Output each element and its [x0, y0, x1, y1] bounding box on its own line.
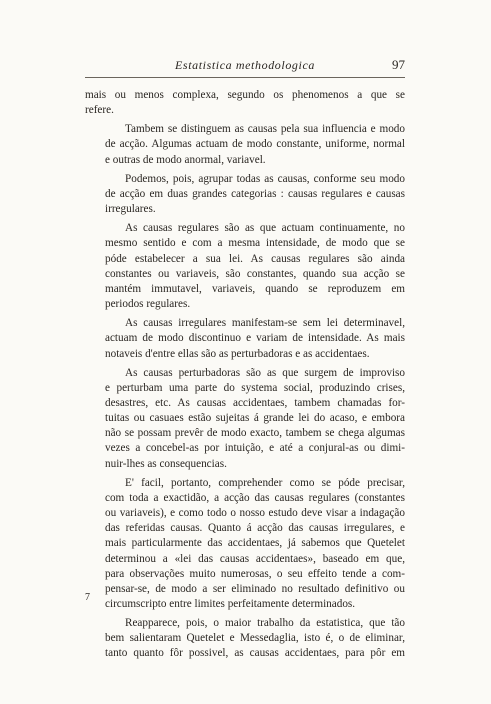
text-line: refere.	[85, 104, 114, 117]
paragraph	[85, 122, 405, 167]
text-line: actuam de modo discontinuo e variam de intensidade. As mais	[105, 332, 405, 345]
text-line: não se possam prevêr de modo exacto, tambem se chega algumas	[105, 427, 405, 440]
text-line: E' facil, portanto, comprehender como se póde precisar,	[125, 476, 405, 489]
paragraph	[85, 221, 405, 312]
text-line: das referidas causas. Quanto á acção das causas irregulares, e	[105, 522, 405, 535]
text-line: irregulares.	[105, 203, 156, 216]
text-line: As causas irregulares manifestam-se sem lei determinavel,	[125, 317, 405, 330]
text-line: tuitas ou casuaes estão sujeitas á grande lei do acaso, e embora	[105, 412, 405, 425]
text-line: As causas regulares são as que actuam continuamente, no	[125, 222, 405, 235]
text-line: para observações muito numerosas, o seu effeito tende a com-	[105, 567, 405, 580]
text-line: circumscripto entre limites perfeitamente determinados.	[105, 598, 356, 610]
text-line: As causas perturbadoras são as que surgem de improviso	[125, 366, 405, 379]
text-line: Tambem se distinguem as causas pela sua influencia e modo	[125, 123, 405, 136]
header-rule	[85, 77, 405, 78]
paragraph	[85, 316, 405, 361]
text-line: Reapparece, pois, o maior trabalho da estatistica, que tão	[125, 617, 405, 630]
text-line: e outras de modo anormal, variavel.	[105, 153, 266, 166]
text-line: mais ou menos complexa, segundo os phenomenos a que se	[85, 89, 405, 101]
text-line: com toda a exactidão, a acção das causas regulares (constantes	[105, 491, 405, 504]
text-line: desastres, etc. As causas accidentaes, tambem chamadas for-	[105, 396, 405, 409]
text-line: e perturbam uma parte do systema social, produzindo crises,	[105, 381, 405, 394]
running-title: Estatistica methodologica	[175, 58, 315, 72]
text-line: notaveis d'entre ellas são as perturbadoras e as accidentaes.	[105, 347, 370, 360]
text-line: vezes a concebel-as por intuição, e até a conjural-as ou dimi-	[105, 442, 405, 455]
paragraph	[85, 616, 405, 661]
body-text	[85, 88, 405, 666]
text-line: de acção. Algumas actuam de modo constante, uniforme, normal	[105, 138, 405, 151]
paragraph	[85, 172, 405, 217]
text-line: de acção em duas grandes categorias : causas regulares e causas	[105, 187, 405, 200]
running-head	[85, 58, 405, 76]
paragraph	[85, 476, 405, 612]
text-line: mais particularmente das accidentaes, já sabemos que Quetelet	[105, 537, 405, 550]
text-line: tanto quanto fôr possivel, as causas accidentaes, para pôr em	[105, 647, 405, 660]
text-line: periodos regulares.	[105, 298, 191, 311]
text-line: constantes ou variaveis, são constantes, quando sua acção se	[105, 267, 405, 280]
signature-mark: 7	[85, 592, 90, 603]
text-line: póde estabelecer a sua lei. As causas regulares são ainda	[105, 252, 405, 265]
paragraph	[85, 88, 405, 118]
text-line: bem salientaram Quetelet e Messedaglia, isto é, o de eliminar,	[105, 632, 405, 645]
text-line: determinou a «lei das causas accidentaes», baseado em que,	[105, 552, 405, 565]
text-line: pensar-se, de modo a ser eliminado no resultado definitivo ou	[105, 582, 405, 595]
text-line: mantém immutavel, variaveis, quando se reproduzem em	[105, 282, 405, 295]
paragraph	[85, 366, 405, 472]
text-line: mesmo sentido e com a mesma intensidade, de modo que se	[105, 237, 405, 250]
text-line: Podemos, pois, agrupar todas as causas, conforme seu modo	[125, 172, 405, 185]
text-line: ou variaveis), e como todo o nosso estudo deve visar a indagação	[105, 507, 405, 520]
page-number: 97	[392, 57, 405, 72]
text-line: nuir-lhes as consequencias.	[105, 457, 227, 470]
